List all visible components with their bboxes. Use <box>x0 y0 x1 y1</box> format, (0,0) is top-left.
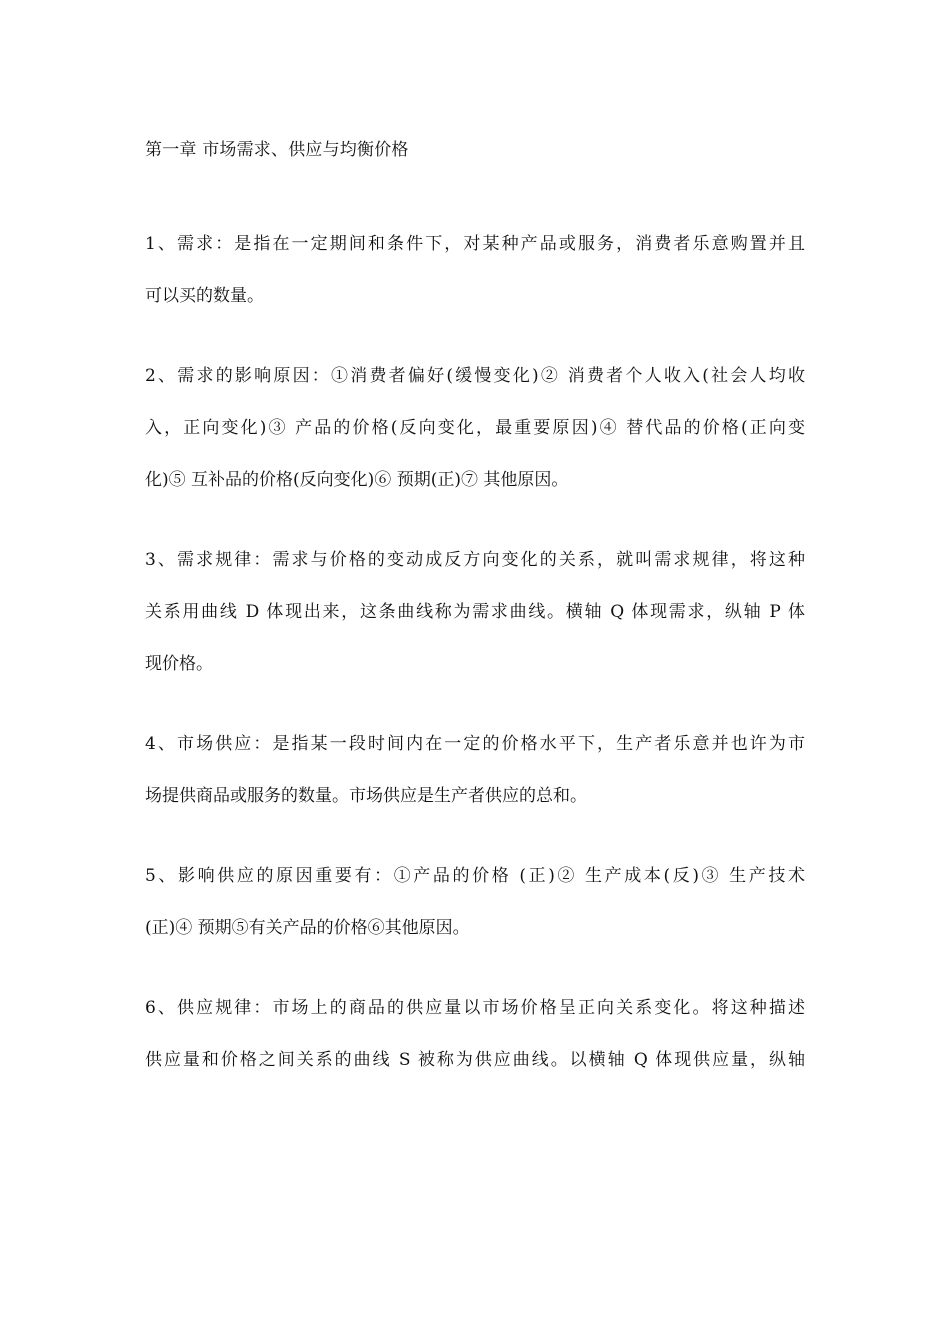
paragraph-demand-factors <box>145 364 805 493</box>
paragraph-supply-law <box>145 996 805 1073</box>
text-line: (正)④ 预期⑤有关产品的价格⑥其他原因。 <box>145 918 470 938</box>
text-line: 2、需求的影响原因：①消费者偏好(缓慢变化)② 消费者个人收入(社会人均收 <box>145 366 805 386</box>
text-line: 3、需求规律：需求与价格的变动成反方向变化的关系，就叫需求规律，将这种 <box>145 550 805 570</box>
text-line: 4、市场供应：是指某一段时间内在一定的价格水平下，生产者乐意并也许为市 <box>145 734 805 754</box>
text-line: 可以买的数量。 <box>145 286 264 306</box>
document-body <box>145 136 805 1128</box>
text-line: 现价格。 <box>145 654 213 674</box>
chapter-title: 第一章 市场需求、供应与均衡价格 <box>145 140 409 160</box>
text-line: 供应量和价格之间关系的曲线 S 被称为供应曲线。以横轴 Q 体现供应量，纵轴 <box>145 1050 805 1070</box>
paragraph-demand-definition <box>145 232 805 309</box>
paragraph-market-supply <box>145 732 805 809</box>
text-line: 5、影响供应的原因重要有：①产品的价格 (正)② 生产成本(反)③ 生产技术 <box>145 866 805 886</box>
text-line: 6、供应规律：市场上的商品的供应量以市场价格呈正向关系变化。将这种描述 <box>145 998 805 1018</box>
text-line: 1、需求：是指在一定期间和条件下，对某种产品或服务，消费者乐意购置并且 <box>145 234 805 254</box>
text-line: 场提供商品或服务的数量。市场供应是生产者供应的总和。 <box>145 786 587 806</box>
text-line: 化)⑤ 互补品的价格(反向变化)⑥ 预期(正)⑦ 其他原因。 <box>145 470 569 490</box>
text-line: 入，正向变化)③ 产品的价格(反向变化，最重要原因)④ 替代品的价格(正向变 <box>145 418 805 438</box>
text-line: 关系用曲线 D 体现出来，这条曲线称为需求曲线。横轴 Q 体现需求，纵轴 P 体 <box>145 602 805 622</box>
paragraph-supply-factors <box>145 864 805 941</box>
paragraph-demand-law <box>145 548 805 677</box>
